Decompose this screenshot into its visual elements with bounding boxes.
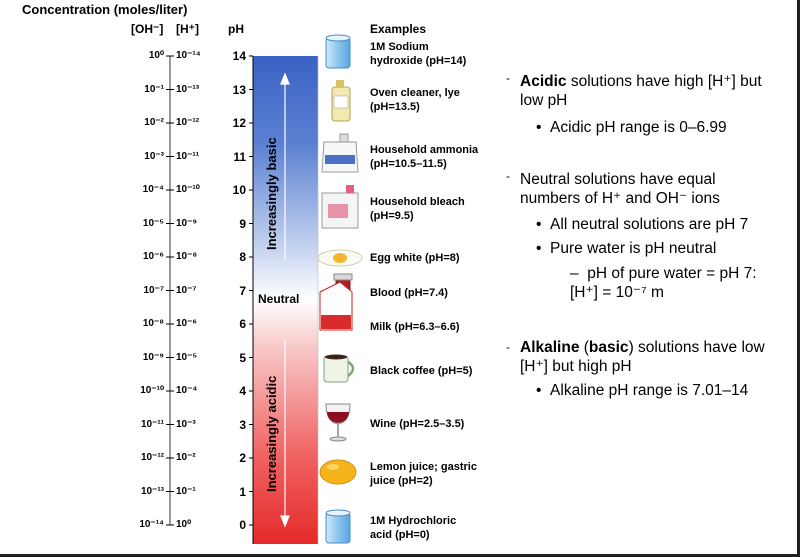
oh-concentration-value: 10⁻¹⁰ xyxy=(140,385,164,396)
neutral-bullet-2: • Pure water is pH neutral xyxy=(536,240,717,257)
ammonia-jug-icon xyxy=(322,134,358,172)
example-line-1: Household ammonia xyxy=(370,144,479,156)
example-line-2: (pH=10.5–11.5) xyxy=(370,158,447,170)
example-line-2: hydroxide (pH=14) xyxy=(370,55,467,67)
example-line-2: (pH=13.5) xyxy=(370,101,420,113)
neutral-sub-text: pH of pure water = pH 7: [H⁺] = 10⁻⁷ m xyxy=(570,265,757,301)
example-item xyxy=(370,417,464,431)
oh-concentration-value: 10⁻² xyxy=(144,117,164,128)
h-concentration-value: 10⁻² xyxy=(176,452,196,463)
ph-column-header: pH xyxy=(228,22,244,36)
example-line-1: Wine (pH=2.5–3.5) xyxy=(370,418,465,430)
h-concentration-value: 10⁻¹² xyxy=(176,117,200,128)
bleach-jug-icon xyxy=(322,185,358,228)
acidic-bullet-text: Acidic pH range is 0–6.99 xyxy=(550,119,727,136)
h-concentration-value: 10⁻¹⁰ xyxy=(176,184,200,195)
example-line-2: (pH=9.5) xyxy=(370,210,414,222)
ph-value: 11 xyxy=(233,149,246,164)
svg-text:-: - xyxy=(506,169,510,183)
example-line-1: Household bleach xyxy=(370,196,465,208)
neutral-bullet-1-text: All neutral solutions are pH 7 xyxy=(550,216,749,233)
ph-value: 14 xyxy=(232,49,246,63)
ph-value: 0 xyxy=(239,518,246,532)
ph-value: 8 xyxy=(239,250,246,264)
example-item xyxy=(370,143,478,171)
alkaline-text: solutions have low [H⁺] but high pH xyxy=(520,339,765,375)
h-concentration-value: 10⁻³ xyxy=(176,418,196,430)
oh-concentration-value: 10⁻⁴ xyxy=(142,184,164,195)
example-line-1: Oven cleaner, lye xyxy=(370,87,460,99)
neutral-label: Neutral xyxy=(258,292,300,306)
h-concentration-value: 10⁻¹³ xyxy=(176,83,200,95)
oh-concentration-value: 10⁻¹³ xyxy=(140,485,164,497)
example-item xyxy=(370,364,472,378)
h-concentration-value: 10⁻¹ xyxy=(176,485,196,497)
basic-word: basic xyxy=(588,339,629,356)
oh-concentration-value: 10⁻⁷ xyxy=(143,284,164,296)
ph-value: 7 xyxy=(239,283,246,298)
example-line-2: juice (pH=2) xyxy=(370,475,433,487)
increasingly-acidic-label: Increasingly acidic xyxy=(264,375,279,492)
svg-text:-: - xyxy=(506,340,510,354)
h-concentration-value: 10⁰ xyxy=(176,519,192,530)
h-column-header: [H⁺] xyxy=(176,22,199,36)
alkaline-note: Alkaline (basic) solutions have low [H⁺] but high pH xyxy=(520,339,765,375)
oh-concentration-value: 10⁻⁵ xyxy=(142,217,164,229)
example-item xyxy=(370,286,448,300)
example-line-1: Lemon juice; gastric xyxy=(370,461,477,473)
ph-value: 3 xyxy=(239,417,246,432)
neutral-sub-bullet: – pH of pure water = pH 7: [H⁺] = 10⁻⁷ m xyxy=(570,265,757,301)
ph-value: 12 xyxy=(232,116,246,130)
h-concentration-value: 10⁻¹⁴ xyxy=(176,50,201,61)
oh-concentration-value: 10⁻¹⁴ xyxy=(139,519,164,530)
beaker-icon xyxy=(326,35,350,68)
ph-value: 13 xyxy=(232,82,246,97)
example-line-1: 1M Sodium xyxy=(370,41,429,53)
oh-concentration-value: 10⁻³ xyxy=(144,150,164,162)
oh-concentration-value: 10⁻¹ xyxy=(144,83,164,95)
ph-value: 5 xyxy=(239,350,246,365)
examples-header: Examples xyxy=(370,22,427,36)
acidic-note xyxy=(520,72,770,110)
wine-glass-icon xyxy=(326,404,350,441)
beaker-icon xyxy=(326,510,350,543)
example-line-1: Egg white (pH=8) xyxy=(370,252,460,264)
ph-value: 6 xyxy=(239,317,246,331)
example-line-1: Black coffee (pH=5) xyxy=(370,365,473,377)
oh-concentration-value: 10⁰ xyxy=(148,50,164,61)
example-item xyxy=(370,320,460,334)
increasingly-basic-label: Increasingly basic xyxy=(264,137,279,250)
acidic-title: Acidic xyxy=(520,73,567,90)
oh-concentration-value: 10⁻⁹ xyxy=(142,351,164,363)
ph-value: 2 xyxy=(239,451,246,465)
oh-concentration-value: 10⁻¹² xyxy=(140,452,164,463)
example-item xyxy=(370,195,465,223)
concentration-title: Concentration (moles/liter) xyxy=(22,2,188,17)
example-item xyxy=(370,460,477,488)
example-line-1: Milk (pH=6.3–6.6) xyxy=(370,321,460,333)
lemon-icon xyxy=(320,460,356,484)
example-item xyxy=(370,40,466,68)
oh-concentration-value: 10⁻⁶ xyxy=(142,251,164,262)
ph-value: 9 xyxy=(239,216,246,231)
neutral-bullet-1: • All neutral solutions are pH 7 xyxy=(536,216,749,233)
h-concentration-value: 10⁻⁹ xyxy=(176,217,198,229)
milk-carton-icon xyxy=(320,282,352,330)
ph-value: 10 xyxy=(232,183,246,197)
spray-bottle-icon xyxy=(332,80,350,121)
example-item xyxy=(370,251,460,265)
example-item xyxy=(370,86,460,114)
h-concentration-value: 10⁻¹¹ xyxy=(176,150,200,162)
h-concentration-value: 10⁻⁸ xyxy=(176,251,198,262)
acidic-bullet: • Acidic pH range is 0–6.99 xyxy=(536,119,727,136)
alkaline-bullet: • Alkaline pH range is 7.01–14 xyxy=(536,382,749,399)
example-item xyxy=(370,514,456,542)
egg-icon xyxy=(318,250,362,266)
ph-value: 4 xyxy=(239,384,246,398)
oh-concentration-value: 10⁻¹¹ xyxy=(140,418,164,430)
h-concentration-value: 10⁻⁴ xyxy=(176,385,198,396)
acidic-text: solutions have high [H⁺] but low pH xyxy=(520,73,762,109)
coffee-mug-icon xyxy=(324,355,353,383)
oh-concentration-value: 10⁻⁸ xyxy=(142,318,164,329)
example-line-2: acid (pH=0) xyxy=(370,529,430,541)
neutral-note: Neutral solutions have equal numbers of H⁺ and OH⁻ ions xyxy=(520,171,720,207)
svg-text:-: - xyxy=(506,71,510,85)
example-line-1: Blood (pH=7.4) xyxy=(370,287,448,299)
h-concentration-value: 10⁻⁶ xyxy=(176,318,198,329)
ph-value: 1 xyxy=(239,484,246,499)
example-line-1: 1M Hydrochloric xyxy=(370,515,457,527)
h-concentration-value: 10⁻⁵ xyxy=(176,351,198,363)
alkaline-bullet-text: Alkaline pH range is 7.01–14 xyxy=(550,382,749,399)
h-concentration-value: 10⁻⁷ xyxy=(176,284,197,296)
neutral-bullet-2-text: Pure water is pH neutral xyxy=(550,240,717,257)
alkaline-title: Alkaline xyxy=(520,339,580,356)
oh-column-header: [OH⁻] xyxy=(131,22,164,36)
